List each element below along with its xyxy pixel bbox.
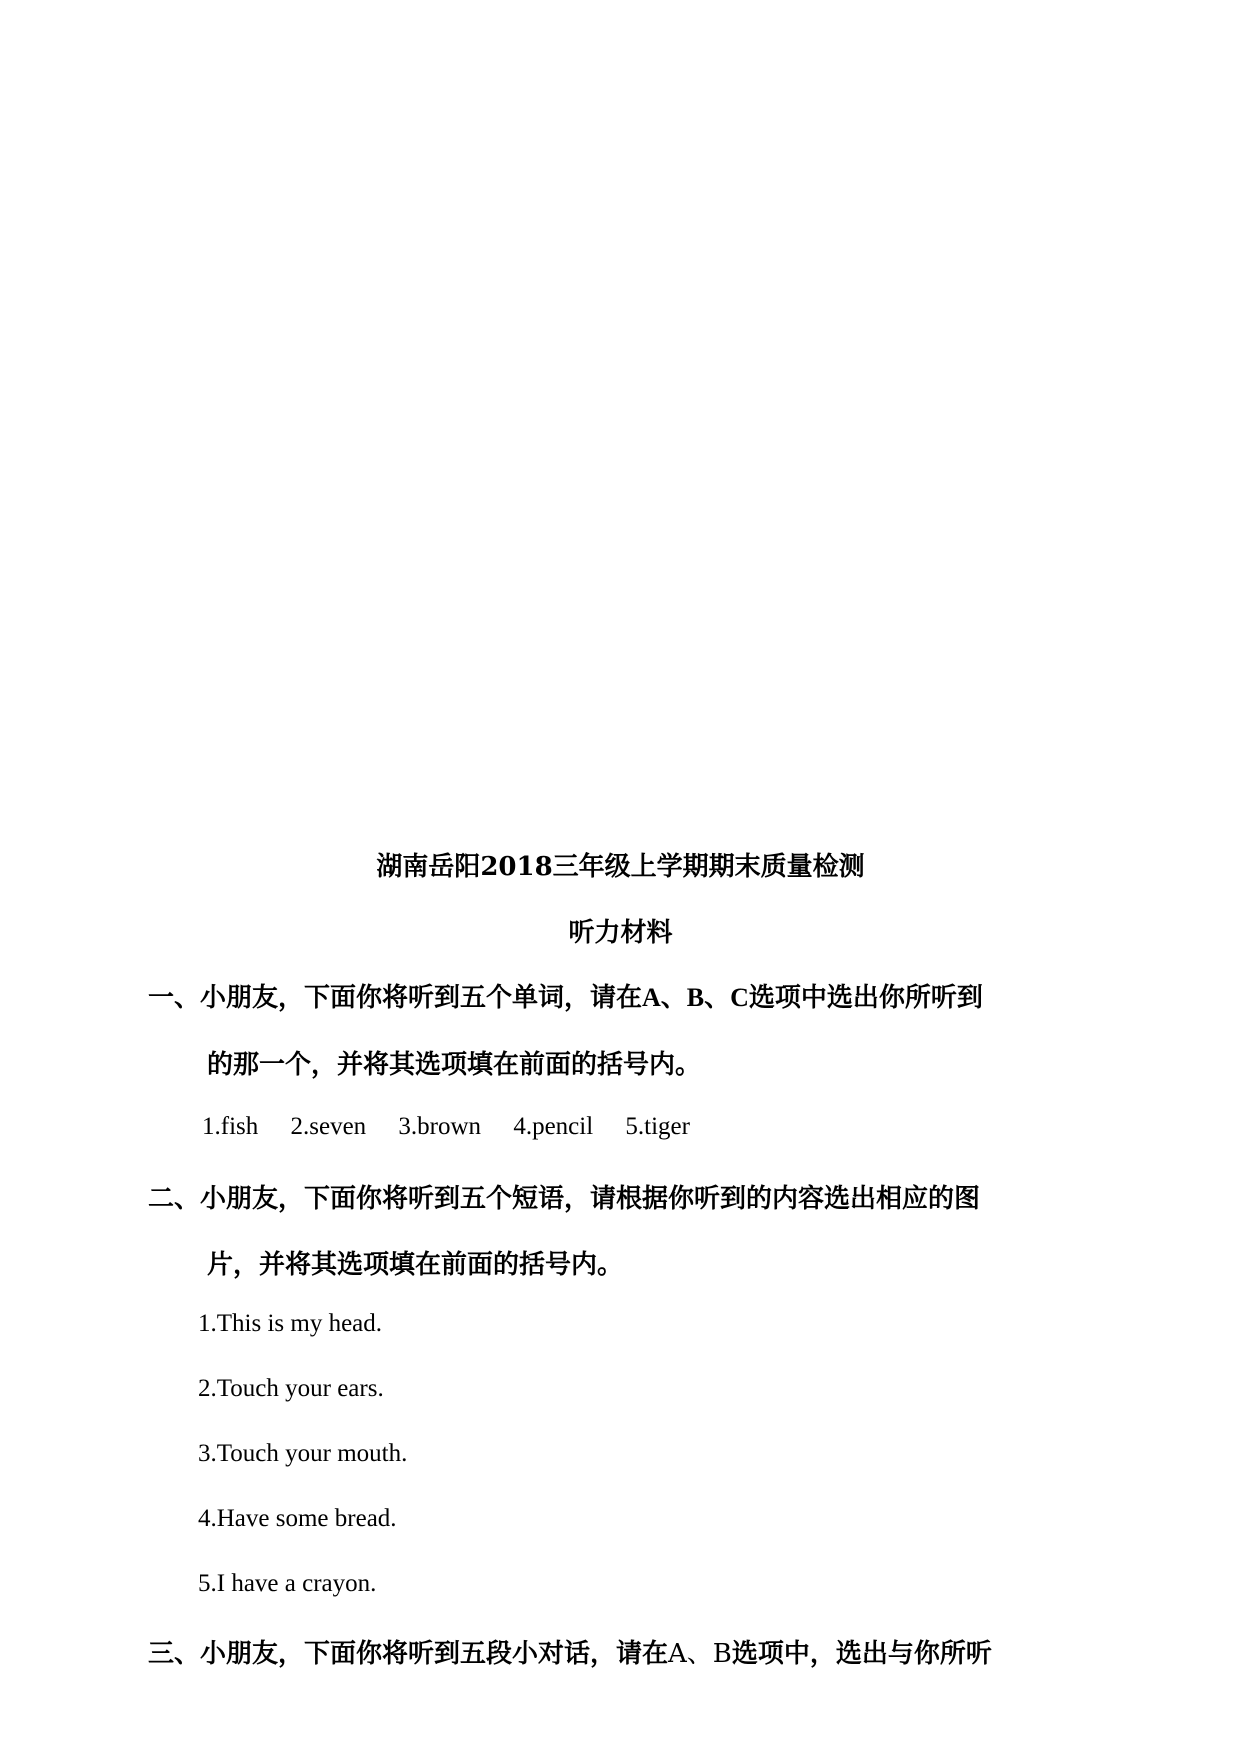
word-item: 1.fish: [202, 1113, 259, 1140]
section3-heading: [148, 1633, 992, 1670]
phrase-item: 1.This is my head.: [198, 1310, 383, 1337]
phrase-item: 5.I have a crayon.: [198, 1570, 377, 1597]
section2-heading-line2: 片，并将其选项填在前面的括号内。: [207, 1250, 624, 1280]
phrase-item: 4.Have some bread.: [198, 1505, 397, 1532]
section3-heading-part1: 三、小朋友，下面你将听到五段小对话，请在: [148, 1639, 669, 1669]
document-title: 湖南岳阳2018三年级上学期期末质量检测: [376, 852, 865, 882]
section3-heading-options: A、B: [668, 1639, 732, 1669]
word-item: 3.brown: [398, 1113, 482, 1140]
word-item: 5.tiger: [625, 1113, 690, 1140]
section1-heading-part1: 一、小朋友，下面你将听到五个单词，请在: [148, 983, 643, 1013]
phrase-item: 2.Touch your ears.: [198, 1375, 384, 1402]
section1-heading-part2: 选项中选出你所听到: [748, 983, 983, 1013]
section3-heading-part2: 选项中，选出与你所听: [731, 1639, 992, 1669]
word-item: 2.seven: [290, 1113, 367, 1140]
section1-heading-options: A、B、C: [642, 983, 749, 1012]
section2-heading: 二、小朋友，下面你将听到五个短语，请根据你听到的内容选出相应的图: [148, 1184, 981, 1214]
section1-heading-line2: 的那一个，并将其选项填在前面的括号内。: [207, 1050, 702, 1080]
phrase-item: 3.Touch your mouth.: [198, 1440, 408, 1467]
word-item: 4.pencil: [513, 1113, 594, 1140]
section1-heading: [148, 977, 983, 1014]
section1-word-list: [202, 1113, 716, 1141]
document-subtitle: 听力材料: [568, 918, 673, 948]
